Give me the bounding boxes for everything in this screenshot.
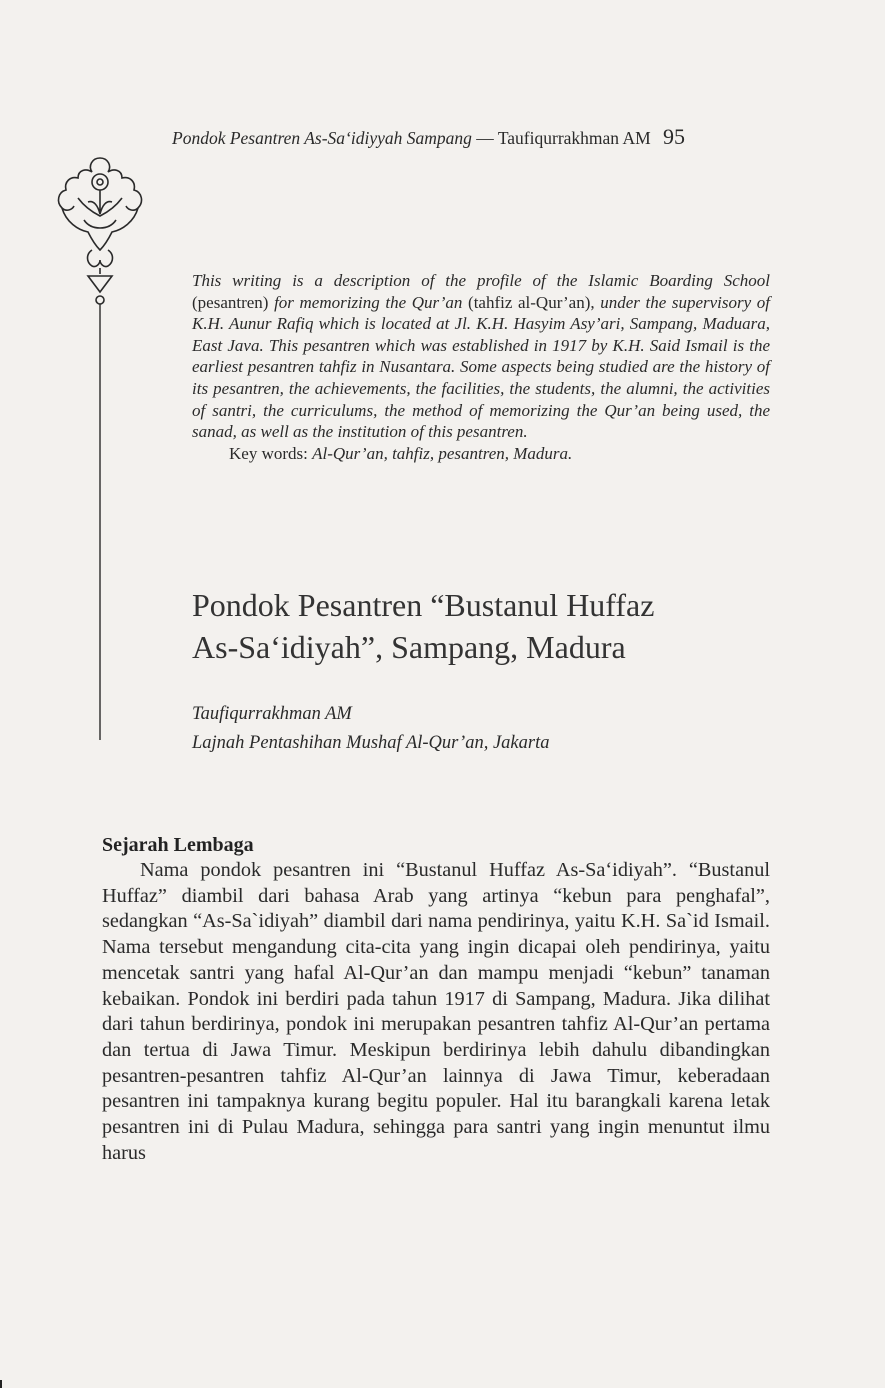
abstract-text-3: for memorizing the Qur’an — [274, 292, 463, 312]
abstract — [192, 270, 770, 464]
abstract-text-4: (tahfiz al-Qur’an), — [462, 292, 601, 312]
page-number: 95 — [663, 124, 686, 149]
author-name: Taufiqurrakhman AM — [192, 704, 352, 724]
abstract-text-1: This writing is a description of the profile of the Islamic Boarding School — [192, 271, 770, 290]
abstract-text-5: under the supervisory of K.H. Aunur Rafiq which is located at Jl. K.H. Hasyim Asy’ari, Sampang, Maduara, East Java. This pesantren which was established in 1917 by K.H. Said Ismail is the earliest pesantren tahfiz in Nusantara. Some aspects being studied are the history of its pesantren, the achievements, the facilities, the students, the alumni, the activities of santri, the curriculums, the method of memorizing the Qur’an being used, the sanad, as well as the institution of this pesantren. — [192, 292, 770, 442]
author-affiliation: Lajnah Pentashihan Mushaf Al-Qur’an, Jakarta — [192, 733, 550, 753]
running-head-title: Pondok Pesantren As-Sa‘idiyyah Sampang — [172, 128, 472, 148]
crop-mark — [0, 1380, 2, 1388]
keywords-line — [192, 443, 770, 465]
body-paragraph — [102, 858, 770, 1166]
keywords-label: Key words: — [229, 443, 313, 463]
running-head — [172, 124, 772, 150]
author-block — [192, 700, 752, 758]
body-paragraph-text: Nama pondok pesantren ini “Bustanul Huffaz As-Sa‘idiyah”. “Bustanul Huffaz” diambil dari bahasa Arab yang artinya “kebun para penghafal”, sedangkan “As-Sa`idiyah” diambil dari nama pendirinya, yaitu K.H. Sa`id Ismail. Nama tersebut mengandung cita-cita yang ingin dicapai oleh pendirinya, yaitu mencetak santri yang hafal Al-Qur’an dan mampu menjadi “kebun” tanaman kebaikan. Pondok ini berdiri pada tahun 1917 di Sampang, Madura. Jika dilihat dari tahun berdirinya, pondok ini merupakan pesantren tahfiz Al-Qur’an pertama dan tertua di Jawa Timur. Meskipun berdirinya lebih dahulu dibandingkan pesantren-pesantren tahfiz Al-Qur’an lainnya di Jawa Timur, keberadaan pesantren ini tampaknya kurang begitu populer. Hal itu barangkali karena letak pesantren ini di Pulau Madura, sehingga para santri yang ingin menuntut ilmu harus — [102, 859, 770, 1164]
floral-ornament-icon — [48, 150, 152, 750]
running-head-author: — Taufiqurrakhman AM — [476, 128, 651, 148]
article-title-line-2: As-Sa‘idiyah”, Sampang, Madura — [192, 629, 626, 665]
keywords-list: Al-Qur’an, tahfiz, pesantren, Madura. — [312, 443, 573, 463]
section-heading: Sejarah Lembaga — [102, 834, 254, 856]
article-title-line-1: Pondok Pesantren “Bustanul Huffaz — [192, 587, 655, 623]
article-title — [192, 584, 792, 668]
abstract-text-2: (pesantren) — [192, 292, 275, 312]
